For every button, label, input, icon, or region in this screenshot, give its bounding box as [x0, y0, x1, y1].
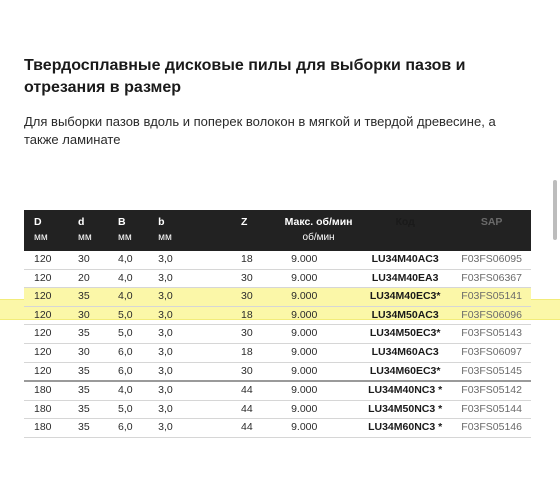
- cell-d: 35: [78, 400, 118, 419]
- cell-sap: F03FS05145: [452, 362, 531, 381]
- cell-max-rpm: 9.000: [279, 269, 358, 288]
- cell-B: 6,0: [118, 362, 158, 381]
- cell-sap: F03FS06367: [452, 269, 531, 288]
- header-sap: SAP: [480, 216, 503, 228]
- cell-D: 120: [24, 325, 78, 344]
- table-header-row: [24, 210, 531, 251]
- cell-B: 5,0: [118, 325, 158, 344]
- cell-sap: F03FS05142: [452, 381, 531, 400]
- table-row: [24, 362, 531, 381]
- saw-blade-table: [24, 210, 531, 438]
- cell-Z: 44: [241, 381, 279, 400]
- cell-b: 3,0: [158, 381, 241, 400]
- cell-max-rpm: 9.000: [279, 251, 358, 269]
- cell-D: 120: [24, 251, 78, 269]
- cell-b: 3,0: [158, 343, 241, 362]
- table-row: [24, 288, 531, 307]
- cell-d: 20: [78, 269, 118, 288]
- cell-Z: 18: [241, 306, 279, 325]
- cell-B: 5,0: [118, 306, 158, 325]
- cell-max-rpm: 9.000: [279, 400, 358, 419]
- cell-d: 35: [78, 288, 118, 307]
- cell-B: 4,0: [118, 381, 158, 400]
- cell-sap: F03FS05144: [452, 400, 531, 419]
- cell-B: 4,0: [118, 288, 158, 307]
- header-d: d мм: [78, 216, 92, 243]
- cell-d: 35: [78, 362, 118, 381]
- cell-D: 120: [24, 269, 78, 288]
- cell-d: 35: [78, 325, 118, 344]
- cell-b: 3,0: [158, 362, 241, 381]
- page-title: Твердосплавные дисковые пилы для выборки пазов и отрезания в размер: [24, 57, 466, 96]
- cell-Z: 30: [241, 325, 279, 344]
- table-row: [24, 269, 531, 288]
- cell-B: 4,0: [118, 269, 158, 288]
- cell-sap: F03FS06095: [452, 251, 531, 269]
- cell-sap: F03FS05146: [452, 419, 531, 438]
- header-b: b мм: [158, 216, 172, 243]
- header-D: D мм: [34, 216, 48, 243]
- cell-code: LU34M40AC3: [358, 251, 452, 269]
- cell-Z: 30: [241, 288, 279, 307]
- cell-max-rpm: 9.000: [279, 343, 358, 362]
- cell-Z: 18: [241, 251, 279, 269]
- cell-Z: 30: [241, 269, 279, 288]
- cell-max-rpm: 9.000: [279, 419, 358, 438]
- cell-code: LU34M60EC3*: [358, 362, 452, 381]
- page-subtitle: Для выборки пазов вдоль и поперек волокон в мягкой и твердой древесине, а также ламинате: [24, 114, 496, 147]
- table-row: [24, 381, 531, 400]
- cell-b: 3,0: [158, 269, 241, 288]
- scrollbar[interactable]: [553, 180, 557, 240]
- cell-code: LU34M50NC3 *: [358, 400, 452, 419]
- cell-D: 180: [24, 381, 78, 400]
- cell-max-rpm: 9.000: [279, 325, 358, 344]
- cell-code: LU34M50EC3*: [358, 325, 452, 344]
- cell-Z: 44: [241, 400, 279, 419]
- cell-code: LU34M40EC3*: [358, 288, 452, 307]
- table-row: [24, 251, 531, 269]
- cell-sap: F03FS06096: [452, 306, 531, 325]
- cell-B: 6,0: [118, 419, 158, 438]
- table-row: [24, 343, 531, 362]
- cell-b: 3,0: [158, 419, 241, 438]
- cell-sap: F03FS05143: [452, 325, 531, 344]
- cell-max-rpm: 9.000: [279, 306, 358, 325]
- cell-Z: 44: [241, 419, 279, 438]
- table-row: [24, 306, 531, 325]
- cell-max-rpm: 9.000: [279, 288, 358, 307]
- cell-d: 30: [78, 343, 118, 362]
- cell-code: LU34M40EA3: [358, 269, 452, 288]
- cell-d: 30: [78, 251, 118, 269]
- cell-D: 120: [24, 288, 78, 307]
- cell-max-rpm: 9.000: [279, 362, 358, 381]
- cell-sap: F03FS05141: [452, 288, 531, 307]
- table-row: [24, 400, 531, 419]
- cell-D: 120: [24, 362, 78, 381]
- cell-D: 120: [24, 343, 78, 362]
- cell-code: LU34M50AC3: [358, 306, 452, 325]
- cell-b: 3,0: [158, 288, 241, 307]
- cell-code: LU34M60NC3 *: [358, 419, 452, 438]
- cell-b: 3,0: [158, 306, 241, 325]
- cell-d: 35: [78, 381, 118, 400]
- cell-D: 180: [24, 400, 78, 419]
- cell-code: LU34M40NC3 *: [358, 381, 452, 400]
- cell-code: LU34M60AC3: [358, 343, 452, 362]
- cell-b: 3,0: [158, 400, 241, 419]
- table-row: [24, 419, 531, 438]
- table-row: [24, 325, 531, 344]
- cell-B: 5,0: [118, 400, 158, 419]
- cell-b: 3,0: [158, 325, 241, 344]
- cell-D: 120: [24, 306, 78, 325]
- cell-b: 3,0: [158, 251, 241, 269]
- header-code: Код: [395, 216, 415, 228]
- cell-B: 4,0: [118, 251, 158, 269]
- cell-max-rpm: 9.000: [279, 381, 358, 400]
- cell-Z: 30: [241, 362, 279, 381]
- header-B: B мм: [118, 216, 132, 243]
- cell-d: 35: [78, 419, 118, 438]
- cell-sap: F03FS06097: [452, 343, 531, 362]
- cell-B: 6,0: [118, 343, 158, 362]
- cell-d: 30: [78, 306, 118, 325]
- cell-Z: 18: [241, 343, 279, 362]
- cell-D: 180: [24, 419, 78, 438]
- header-max-rpm: Макс. об/мин об/мин: [284, 216, 353, 243]
- header-Z: Z: [241, 216, 248, 228]
